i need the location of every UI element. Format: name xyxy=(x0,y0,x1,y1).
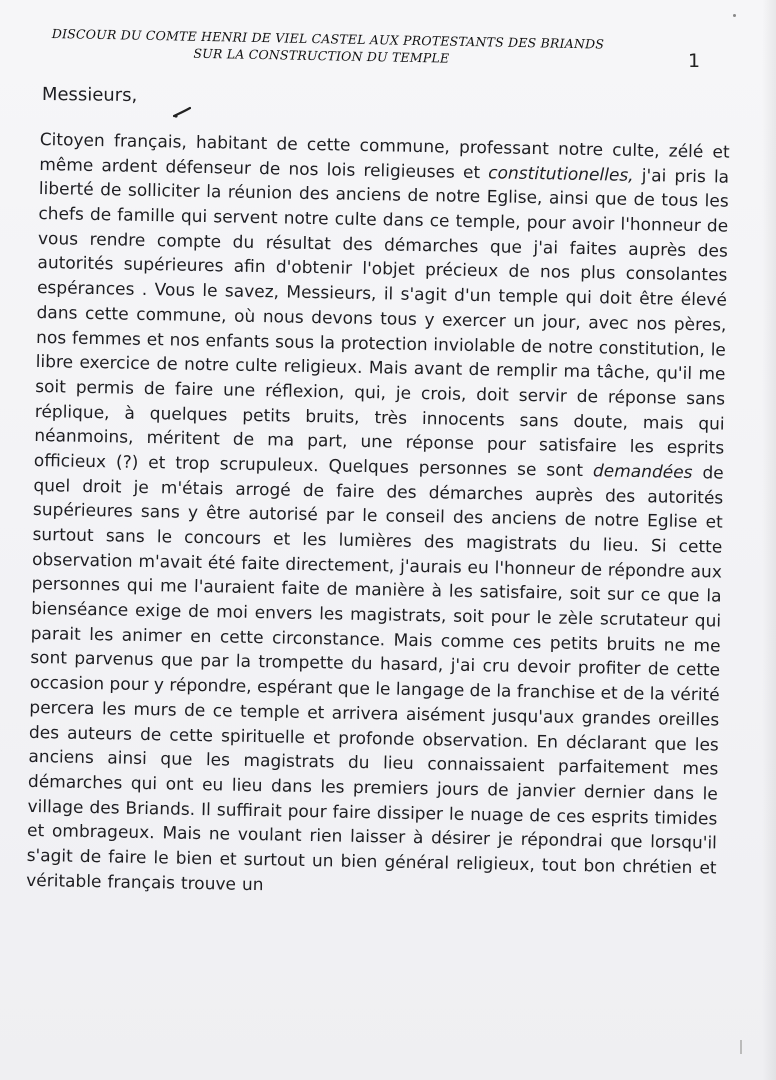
body-text-line: et ombrageux. Mais ne voulant rien laisser à désirer je répondrai que lorsqu'il xyxy=(26,821,718,854)
body-text-line: bienséance exige de moi envers les magistrats, soit pour le zèle scrutateur qui xyxy=(31,598,722,632)
body-text-line: libre exercice de notre culte religieux. Mais avant de remplir ma tâche, qu'il me xyxy=(35,352,726,385)
body-text-line: village des Briands. Il suffirait pour faire dissiper le nuage de ces esprits timides xyxy=(27,796,718,830)
body-text-line: vous rendre compte du résultat des démarches que j'ai faites auprès des xyxy=(37,228,728,262)
body-text-line: néanmoins, méritent de ma part, une réponse pour satisfaire les esprits xyxy=(34,426,725,459)
body-text-line: véritable français trouve un xyxy=(26,870,264,895)
body-text-line: quel droit je m'étais arrogé de faire des démarches auprès des autorités xyxy=(33,475,724,509)
body-text-line: nos femmes et nos enfants sous la protection inviolable de notre constitution, le xyxy=(35,327,727,361)
body-text-line: Citoyen français, habitant de cette commune, professant notre culte, zélé et xyxy=(39,129,730,163)
body-text-line: parait les animer en cette circonstance. Mais comme ces petits bruits ne me xyxy=(30,623,721,657)
page-edge-shadow xyxy=(762,0,776,1080)
body-text-line: espérances . Vous le savez, Messieurs, il s'agit d'un temple qui doit être élevé xyxy=(36,278,728,311)
body-text-line: observation m'avait été faite directement, j'aurais eu l'honneur de répondre aux xyxy=(31,549,723,583)
header-title-line-2: SUR LA CONSTRUCTION DU TEMPLE xyxy=(193,45,450,66)
body-text-line: réplique, à quelques petits bruits, très innocents sans doute, mais qui xyxy=(34,401,725,435)
page-number: 1 xyxy=(688,50,701,72)
document-header xyxy=(51,26,672,70)
body-text-line: autorités supérieures afin d'obtenir l'objet précieux de nos plus consolantes xyxy=(37,253,728,287)
body-text-line: occasion pour y répondre, espérant que le langage de la franchise et de la vérité xyxy=(29,673,720,706)
body-text-line: anciens ainsi que les magistrats du lieu connaissaient parfaitement mes xyxy=(28,747,719,780)
scan-edge-mark xyxy=(740,1040,742,1054)
body-text-line: supérieures sans y être autorisé par le conseil des anciens de notre Eglise et xyxy=(32,500,723,533)
body-text-line: sont parvenus que par la trompette du hasard, j'ai cru devoir profiter de cette xyxy=(30,648,721,681)
body-text-line: s'agit de faire le bien et surtout un bien général religieux, tout bon chrétien et xyxy=(26,845,717,879)
ink-mark-icon xyxy=(173,105,191,119)
letter-body xyxy=(26,128,730,906)
body-text-line: démarches qui ont eu lieu dans les premiers jours de janvier dernier dans le xyxy=(27,771,718,805)
body-text-line: dans cette commune, où nous devons tous y exercer un jour, avec nos pères, xyxy=(36,302,727,336)
header-title-line-1: DISCOUR DU COMTE HENRI DE VIEL CASTEL AUX PROTESTANTS DES BRIANDS xyxy=(51,26,605,52)
body-text-line: personnes qui me l'auraient faite de manière à les satisfaire, soit sur ce que la xyxy=(31,574,722,607)
body-text-line: percera les murs de ce temple et arrivera aisément jusqu'aux grandes oreilles xyxy=(29,697,720,731)
body-text-line: des auteurs de cette spirituelle et profonde observation. En déclarant que les xyxy=(28,722,719,756)
body-text-line: officieux (?) et trop scrupuleux. Quelques personnes se sont demandées de xyxy=(33,450,724,484)
body-text-line: soit permis de faire une réflexion, qui, je crois, doit servir de réponse sans xyxy=(35,376,726,410)
body-text-line: même ardent défenseur de nos lois religieuses et constitutionelles, j'ai pris la xyxy=(39,154,730,188)
body-text-line: chefs de famille qui servent notre culte dans ce temple, pour avoir l'honneur de xyxy=(38,204,729,237)
body-text-line: surtout sans le concours et les lumières des magistrats du lieu. Si cette xyxy=(32,524,723,558)
salutation: Messieurs, xyxy=(41,84,138,106)
scan-speck xyxy=(733,14,736,17)
body-text-line: liberté de solliciter la réunion des anciens de notre Eglise, ainsi que de tous les xyxy=(38,179,729,213)
